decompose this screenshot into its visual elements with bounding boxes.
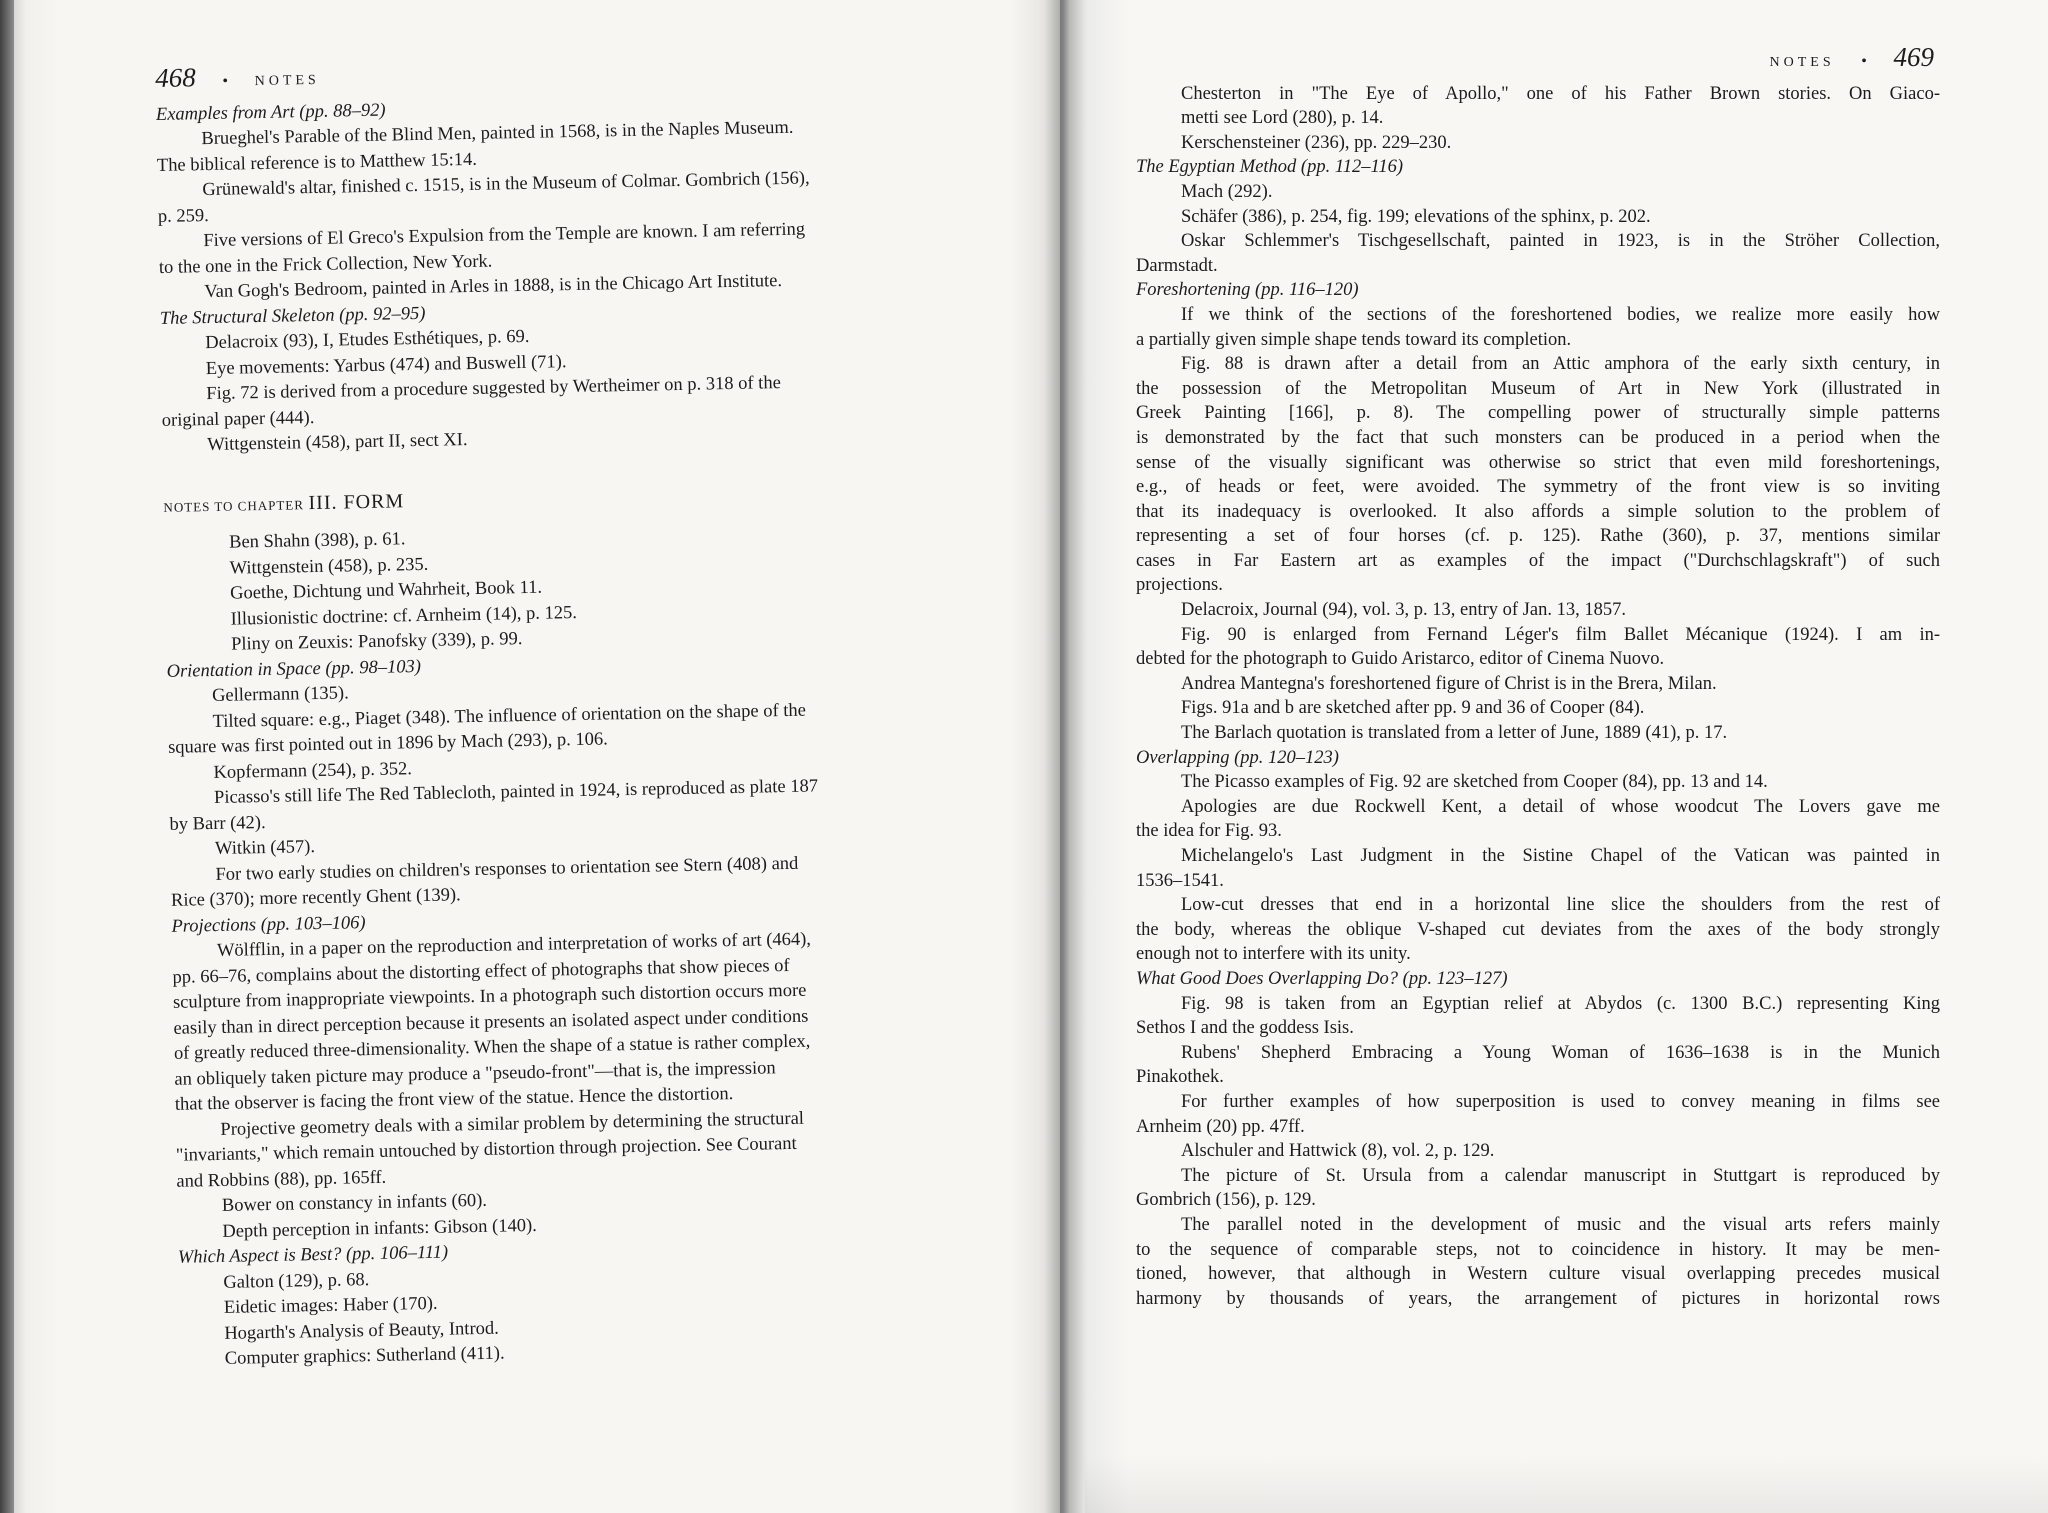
note-line: Computer graphics: Sutherland (411). — [224, 1343, 505, 1369]
note-line: Delacroix (93), I, Etudes Esthétiques, p. 69. — [205, 326, 530, 354]
note-line: Picasso's still life The Red Tablecloth, painted in 1924, is reproduced as plate 187 — [213, 776, 819, 808]
book-gutter — [1045, 0, 1085, 1513]
header-bullet: • — [222, 72, 229, 90]
note-line: Andrea Mantegna's foreshortened figure of Christ is in the Brera, Milan. — [1181, 673, 1717, 694]
note-line: Alschuler and Hattwick (8), vol. 2, p. 129. — [1181, 1141, 1495, 1162]
note-line: e.g., of heads or feet, were avoided. The symmetry of the front view is so inviting — [1136, 477, 1940, 498]
note-line: projections. — [1136, 575, 1223, 596]
notes-block-right — [1136, 82, 1940, 1312]
note-line: sense of the visually significant was otherwise so strict that even mild foreshortenings, — [1136, 452, 1940, 473]
section-heading: What Good Does Overlapping Do? (pp. 123–127) — [1136, 968, 1508, 989]
note-line: Figs. 91a and b are sketched after pp. 9 and 36 of Cooper (84). — [1181, 698, 1645, 719]
note-line: metti see Lord (280), p. 14. — [1181, 108, 1384, 129]
left-running-head: NOTES — [254, 72, 320, 90]
note-line: Grünewald's altar, finished c. 1515, is in the Museum of Colmar. Gombrich (156), — [202, 168, 810, 201]
chapter-heading-title: III. FORM — [308, 489, 405, 514]
note-line: an obliquely taken picture may produce a "pseudo-front"—that is, the impression — [174, 1057, 776, 1090]
note-line: Five versions of El Greco's Expulsion from the Temple are known. I am referring — [203, 219, 806, 252]
note-line: cases in Far Eastern art as examples of the impact ("Durchschlagskraft") of such — [1136, 550, 1940, 571]
note-line: Wittgenstein (458), part II, sect XI. — [207, 430, 468, 456]
note-line: If we think of the sections of the foreshortened bodies, we realize more easily how — [1181, 304, 1940, 325]
note-line: the body, whereas the oblique V-shaped cut deviates from the axes of the body strongly — [1136, 919, 1940, 940]
note-line: Fig. 88 is drawn after a detail from an Attic amphora of the early sixth century, in — [1181, 354, 1940, 375]
note-line: Fig. 98 is taken from an Egyptian relief at Abydos (c. 1300 B.C.) representing King — [1181, 993, 1940, 1014]
notes-block-chapter-3 — [164, 516, 1020, 1373]
right-page-number: 469 — [1893, 42, 1934, 72]
note-line: Bower on constancy in infants (60). — [221, 1190, 488, 1216]
section-heading: The Structural Skeleton (pp. 92–95) — [159, 303, 426, 329]
note-line: The Picasso examples of Fig. 92 are sketched from Cooper (84), pp. 13 and 14. — [1181, 772, 1768, 793]
right-page-header — [1136, 42, 1940, 76]
note-line: debted for the photograph to Guido Aristarco, editor of Cinema Nuovo. — [1136, 649, 1665, 670]
note-line: Michelangelo's Last Judgment in the Sistine Chapel of the Vatican was painted in — [1181, 846, 1940, 866]
left-page-text — [155, 50, 1020, 1373]
note-line: sculpture from inappropriate viewpoints. In a photograph such distortion occurs more — [172, 980, 807, 1013]
note-line: Eidetic images: Haber (170). — [223, 1293, 438, 1318]
note-line: Tilted square: e.g., Piaget (348). The influence of orientation on the shape of the — [212, 700, 807, 732]
note-line: Rubens' Shepherd Embracing a Young Woman of 1636–1638 is in the Munich — [1181, 1042, 1940, 1063]
note-line: Van Gogh's Bedroom, painted in Arles in 1888, is in the Chicago Art Institute. — [204, 271, 783, 303]
note-line: The picture of St. Ursula from a calendar manuscript in Stuttgart is reproduced by — [1181, 1165, 1940, 1186]
note-line: "invariants," which remain untouched by distortion through projection. See Courant — [175, 1133, 797, 1166]
section-heading: Which Aspect is Best? (pp. 106–111) — [177, 1242, 449, 1268]
note-line: Witkin (457). — [214, 837, 316, 859]
chapter-heading — [163, 477, 1003, 520]
note-line: Mach (292). — [1181, 181, 1273, 202]
right-running-head: NOTES — [1769, 55, 1835, 70]
note-line: representing a set of four horses (cf. p. 125). Rathe (360), p. 37, mentions similar — [1136, 526, 1940, 547]
note-line: Fig. 90 is enlarged from Fernand Léger's film Ballet Mécanique (1924). I am in- — [1181, 624, 1940, 645]
note-line: of greatly reduced three-dimensionality. When the shape of a statue is rather complex, — [173, 1031, 811, 1064]
note-line: Kerschensteiner (236), pp. 229–230. — [1181, 132, 1452, 153]
note-line: Gellermann (135). — [211, 683, 349, 707]
section-heading: Foreshortening (pp. 116–120) — [1136, 280, 1359, 301]
note-line: Kopfermann (254), p. 352. — [213, 758, 413, 783]
note-line: Goethe, Dichtung und Wahrheit, Book 11. — [229, 577, 543, 604]
section-heading: The Egyptian Method (pp. 112–116) — [1136, 157, 1404, 178]
note-line: The parallel noted in the development of music and the visual arts refers mainly — [1181, 1214, 1940, 1235]
note-line: The biblical reference is to Matthew 15:14. — [156, 149, 478, 176]
note-line: to the sequence of comparable steps, not to coincidence in history. It may be men- — [1136, 1239, 1940, 1260]
note-line: Gombrich (156), p. 129. — [1136, 1190, 1316, 1211]
page-edge-shadow — [0, 0, 14, 1513]
note-line: p. 259. — [157, 205, 209, 227]
left-page-number: 468 — [154, 62, 197, 93]
note-line: Illusionistic doctrine: cf. Arnheim (14), p. 125. — [230, 602, 578, 630]
note-line: For further examples of how superposition is used to convey meaning in films see — [1181, 1091, 1940, 1112]
note-line: easily than in direct perception because it presents an isolated aspect under conditions — [173, 1006, 809, 1039]
note-line: Wölfflin, in a paper on the reproduction and interpretation of works of art (464), — [216, 929, 812, 961]
header-bullet: • — [1861, 53, 1867, 70]
note-line: Projective geometry deals with a similar problem by determining the structural — [220, 1108, 805, 1140]
note-line: tioned, however, that although in Western culture visual overlapping precedes musical — [1136, 1264, 1940, 1285]
note-line: Eye movements: Yarbus (474) and Buswell (71). — [205, 351, 567, 379]
note-line: Sethos I and the goddess Isis. — [1136, 1018, 1354, 1039]
note-line: harmony by thousands of years, the arrangement of pictures in horizontal rows — [1136, 1288, 1940, 1309]
note-line: Brueghel's Parable of the Blind Men, painted in 1568, is in the Naples Museum. — [201, 117, 794, 150]
note-line: pp. 66–76, complains about the distorting effect of photographs that show pieces of — [172, 955, 790, 988]
note-line: the possession of the Metropolitan Museum of Art in New York (illustrated in — [1136, 378, 1940, 399]
note-line: Greek Painting [166], p. 8). The compelling power of structurally simple patterns — [1136, 403, 1940, 424]
note-line: to the one in the Frick Collection, New York. — [158, 251, 493, 278]
note-line: that its inadequacy is overlooked. It also affords a simple solution to the problem of — [1136, 501, 1940, 522]
note-line: that the observer is facing the front view of the statue. Hence the distortion. — [174, 1084, 734, 1115]
note-line: Chesterton in "The Eye of Apollo," one of his Father Brown stories. On Giaco- — [1181, 83, 1940, 104]
note-line: Arnheim (20) pp. 47ff. — [1136, 1116, 1305, 1137]
note-line: Galton (129), p. 68. — [223, 1269, 370, 1293]
note-line: square was first pointed out in 1896 by Mach (293), p. 106. — [167, 729, 609, 758]
note-line: and Robbins (88), pp. 165ff. — [176, 1167, 387, 1192]
note-line: a partially given simple shape tends toward its completion. — [1136, 329, 1572, 350]
note-line: Apologies are due Rockwell Kent, a detail of whose woodcut The Lovers gave me — [1181, 796, 1940, 817]
note-line: 1536–1541. — [1136, 870, 1224, 891]
note-line: For two early studies on children's responses to orientation see Stern (408) and — [215, 853, 799, 885]
section-heading: Orientation in Space (pp. 98–103) — [166, 656, 422, 682]
note-line: enough not to interfere with its unity. — [1136, 944, 1411, 965]
section-heading: Projections (pp. 103–106) — [171, 912, 366, 937]
right-page-text — [1136, 42, 1940, 1311]
note-line: Hogarth's Analysis of Beauty, Introd. — [224, 1318, 499, 1344]
note-line: Pliny on Zeuxis: Panofsky (339), p. 99. — [230, 629, 523, 655]
note-line: Wittgenstein (458), p. 235. — [229, 554, 429, 579]
note-line: Depth perception in infants: Gibson (140). — [222, 1215, 537, 1242]
note-line: Ben Shahn (398), p. 61. — [228, 529, 406, 553]
note-line: Rice (370); more recently Ghent (139). — [170, 885, 461, 911]
note-line: the idea for Fig. 93. — [1136, 821, 1282, 842]
note-line: Oskar Schlemmer's Tischgesellschaft, painted in 1923, is in the Ströher Collection, — [1181, 231, 1940, 252]
note-line: Pinakothek. — [1136, 1067, 1224, 1088]
note-line: original paper (444). — [161, 407, 315, 431]
section-heading: Examples from Art (pp. 88–92) — [155, 100, 386, 125]
note-line: The Barlach quotation is translated from a letter of June, 1889 (41), p. 17. — [1181, 723, 1728, 744]
section-heading: Overlapping (pp. 120–123) — [1136, 747, 1339, 768]
note-line: by Barr (42). — [169, 812, 266, 835]
note-line: Fig. 72 is derived from a procedure suggested by Wertheimer on p. 318 of the — [206, 373, 782, 405]
notes-block-chapter-2 — [156, 86, 1003, 459]
note-line: Delacroix, Journal (94), vol. 3, p. 13, entry of Jan. 13, 1857. — [1181, 600, 1626, 621]
note-line: Low-cut dresses that end in a horizontal line slice the shoulders from the rest of — [1181, 895, 1940, 916]
page-shadow — [1085, 1455, 2048, 1513]
note-line: Darmstadt. — [1136, 255, 1218, 276]
note-line: Schäfer (386), p. 254, fig. 199; elevations of the sphinx, p. 202. — [1181, 206, 1651, 227]
note-line: is demonstrated by the fact that such monsters can be produced in a period when the — [1136, 427, 1940, 448]
chapter-heading-prefix: NOTES TO CHAPTER — [163, 496, 305, 515]
